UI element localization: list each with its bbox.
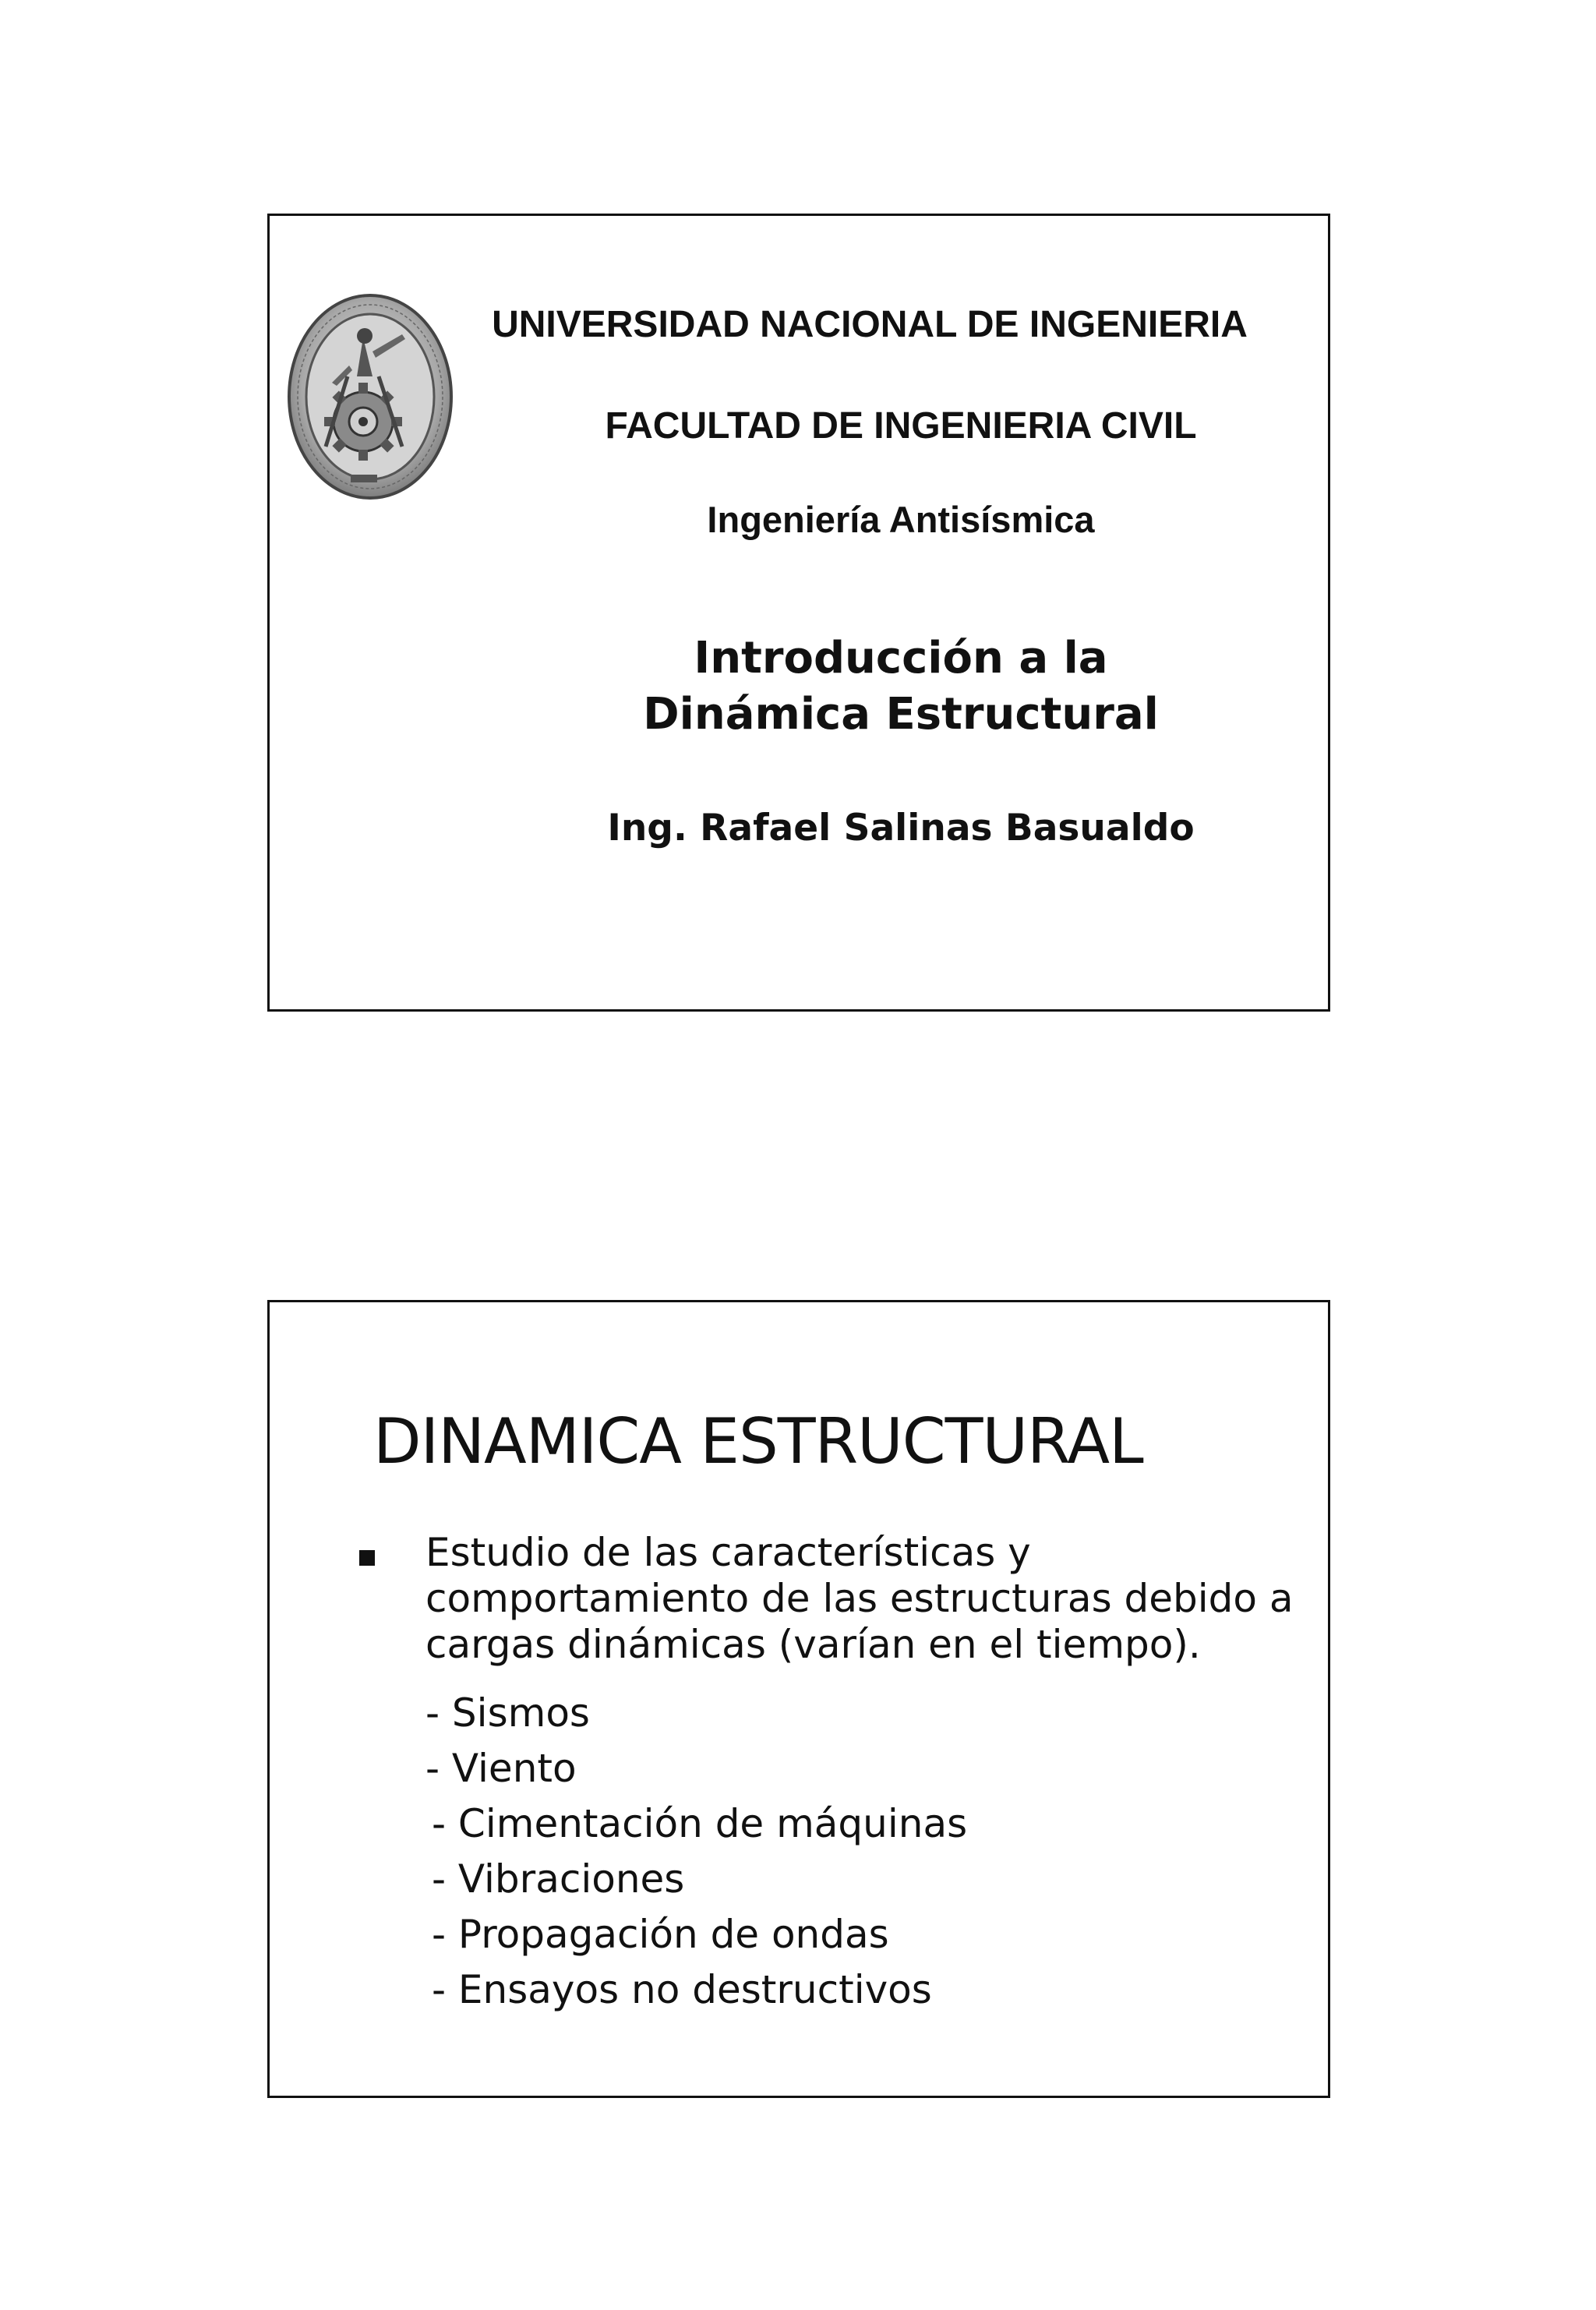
sub-item-list [425,1686,967,2018]
lecture-title-line1: Introducción a la [694,633,1108,683]
bullet-text: Estudio de las características y comportamiento de las estructuras debido a cargas dinámicas (varían en el tiempo). [425,1530,1294,1667]
author-name: Ing. Rafael Salinas Basualdo [607,807,1195,849]
title-slide [267,214,1330,1012]
list-item: - Cimentación de máquinas [432,1801,968,1846]
content-slide [267,1300,1330,2098]
list-item: - Vibraciones [432,1856,685,1902]
slide-title: DINAMICA ESTRUCTURAL [373,1405,1143,1478]
course-name: Ingeniería Antisísmica [707,499,1095,540]
lecture-title [503,630,1298,743]
faculty-name: FACULTAD DE INGENIERIA CIVIL [605,405,1197,447]
lecture-title-line2: Dinámica Estructural [643,689,1159,740]
list-item: - Sismos [425,1690,590,1736]
list-item: - Propagación de ondas [432,1912,889,1957]
square-bullet-icon [359,1550,375,1566]
university-seal-icon [285,291,455,503]
list-item: - Ensayos no destructivos [432,1967,932,2012]
university-name: UNIVERSIDAD NACIONAL DE INGENIERIA [492,304,1248,345]
list-item: - Viento [425,1746,577,1791]
